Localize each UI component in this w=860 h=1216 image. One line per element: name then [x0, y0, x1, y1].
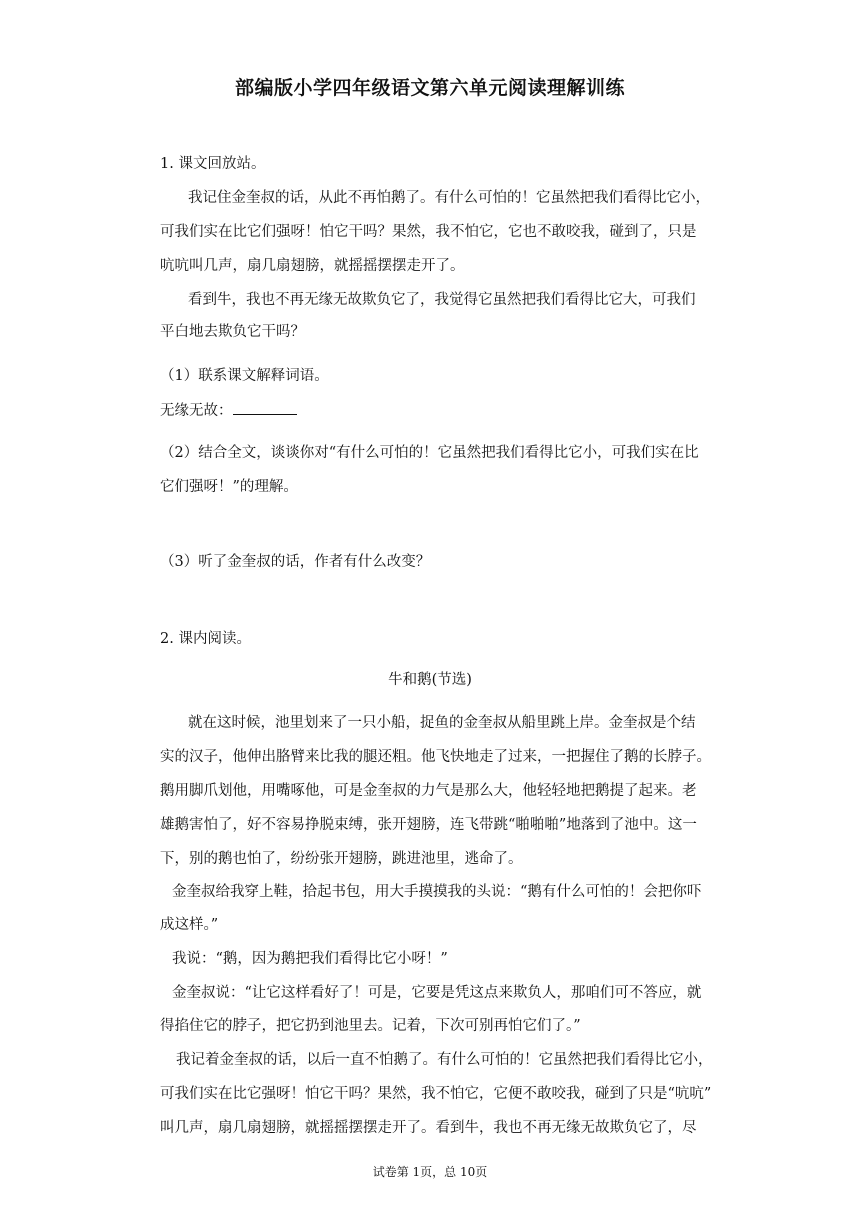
passage-line: 我记住金奎叔的话，从此不再怕鹅了。有什么可怕的！它虽然把我们看得比它小，: [188, 190, 710, 206]
sub-question-3: （3）听了金奎叔的话，作者有什么改变？: [160, 554, 431, 570]
passage-line: 成这样。”: [160, 917, 219, 933]
passage-line: 鹅用脚爪划他，用嘴啄他，可是金奎叔的力气是那么大，他轻轻地把鹅提了起来。老: [160, 783, 697, 799]
passage-line: 吭吭叫几声，扇几扇翅膀，就摇摇摆摆走开了。: [160, 258, 465, 274]
passage-line: 就在这时候，池里划来了一只小船，捉鱼的金奎叔从船里跳上岸。金奎叔是个结: [188, 715, 696, 731]
passage-line: 看到牛，我也不再无缘无故欺负它了，我觉得它虽然把我们看得比它大，可我们: [188, 292, 696, 308]
passage-line: 平白地去欺负它干吗？: [160, 324, 305, 340]
passage-line: 得掐住它的脖子，把它扔到池里去。记着，下次可别再怕它们了。”: [160, 1018, 581, 1034]
passage-line: 可我们实在比它们强呀！怕它干吗？果然，我不怕它，它也不敢咬我，碰到了，只是: [160, 224, 697, 240]
question-2-heading: 2. 课内阅读。: [160, 631, 251, 647]
passage-line: 我记着金奎叔的话，以后一直不怕鹅了。有什么可怕的！它虽然把我们看得比它小，: [176, 1052, 713, 1068]
sub-question-1-answer-row: [160, 399, 297, 420]
passage-line: 我说：“鹅，因为鹅把我们看得比它小呀！”: [172, 951, 448, 967]
passage-line: 金奎叔说：“让它这样看好了！可是，它要是凭这点来欺负人，那咱们可不答应，就: [172, 985, 702, 1001]
passage-line: 可我们实在比它强呀！怕它干吗？果然，我不怕它，它便不敢咬我，碰到了只是“吭吭”: [160, 1086, 712, 1102]
sub-question-1: （1）联系课文解释词语。: [160, 368, 329, 384]
question-1-heading: 1. 课文回放站。: [160, 156, 266, 172]
answer-blank[interactable]: [233, 401, 297, 415]
sub-question-2: 它们强呀！”的理解。: [160, 479, 298, 495]
sub-question-2: （2）结合全文，谈谈你对“有什么可怕的！它虽然把我们看得比它小，可我们实在比: [160, 445, 699, 461]
page-title: 部编版小学四年级语文第六单元阅读理解训练: [234, 77, 625, 99]
passage-line: 下，别的鹅也怕了，纷纷张开翅膀，跳进池里，逃命了。: [160, 851, 523, 867]
passage-title: 牛和鹅(节选): [388, 672, 472, 688]
passage-line: 金奎叔给我穿上鞋，拾起书包，用大手摸摸我的头说：“鹅有什么可怕的！会把你吓: [172, 884, 702, 900]
page-footer: 试卷第 1页，总 10页: [372, 1165, 488, 1179]
passage-line: 叫几声，扇几扇翅膀，就摇摇摆摆走开了。看到牛，我也不再无缘无故欺负它了，尽: [160, 1120, 697, 1136]
passage-line: 雄鹅害怕了，好不容易挣脱束缚，张开翅膀，连飞带跳“啪啪啪”地落到了池中。这一: [160, 817, 697, 833]
term-label: 无缘无故：: [160, 403, 233, 419]
passage-line: 实的汉子，他伸出胳臂来比我的腿还粗。他飞快地走了过来，一把握住了鹅的长脖子。: [160, 749, 711, 765]
